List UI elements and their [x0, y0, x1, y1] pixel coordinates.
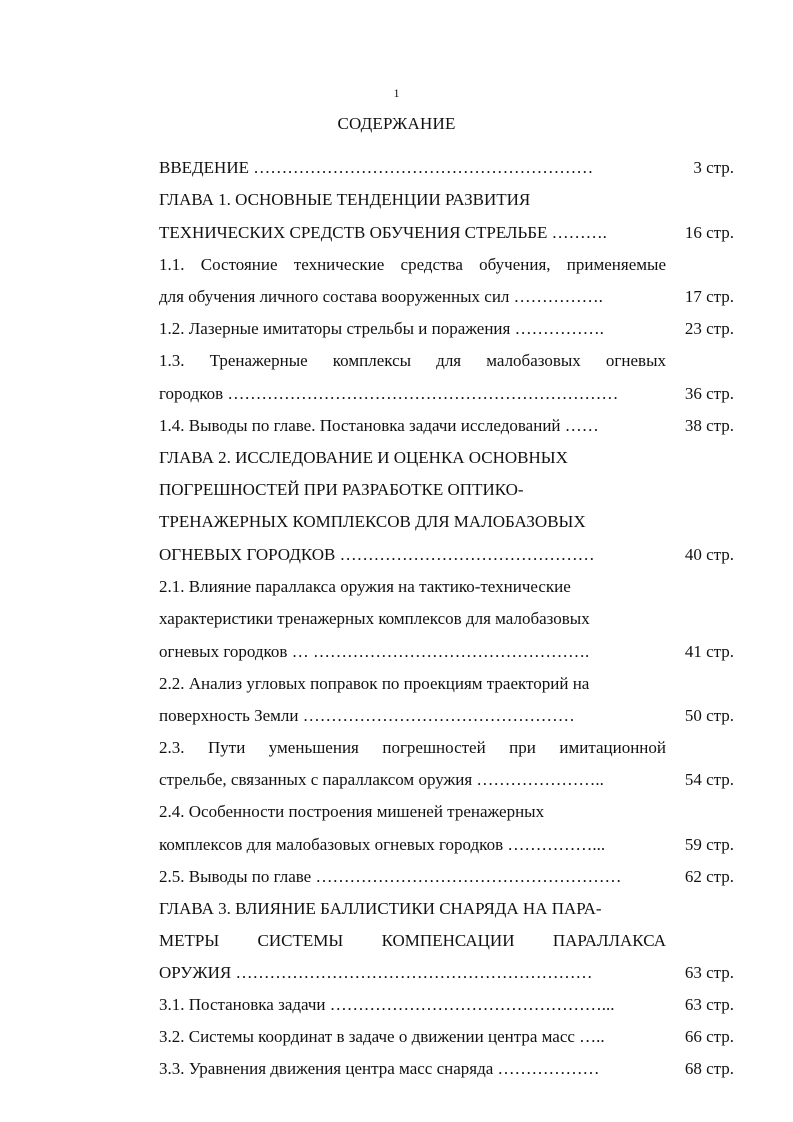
toc-line: ГЛАВА 1. ОСНОВНЫЕ ТЕНДЕНЦИИ РАЗВИТИЯ — [159, 190, 531, 209]
toc-line: ОГНЕВЫХ ГОРОДКОВ ……………………………………… — [159, 545, 595, 564]
toc-line: 3.1. Постановка задачи …………………………………………... — [159, 995, 615, 1014]
toc-line: ОРУЖИЯ ……………………………………………………… — [159, 963, 593, 982]
toc-line: ТЕХНИЧЕСКИХ СРЕДСТВ ОБУЧЕНИЯ СТРЕЛЬБЕ ………. — [159, 223, 607, 242]
toc-page: 50 стр. — [684, 706, 734, 725]
toc-page: 40 стр. — [684, 545, 734, 564]
toc-page: 54 стр. — [684, 770, 734, 789]
toc-page: 36 стр. — [684, 384, 734, 403]
toc-line: огневых городков … …………………………………………. — [159, 642, 590, 661]
toc-line: ГЛАВА 2. ИССЛЕДОВАНИЕ И ОЦЕНКА ОСНОВНЫХ — [159, 448, 568, 467]
toc-page: 62 стр. — [684, 867, 734, 886]
toc-line: характеристики тренажерных комплексов для малобазовых — [159, 609, 590, 628]
toc-page: 16 стр. — [684, 223, 734, 242]
toc-line: стрельбе, связанных с параллаксом оружия ………………….. — [159, 770, 604, 789]
toc-line: 2.2. Анализ угловых поправок по проекциям траекторий на — [159, 674, 590, 693]
toc-line: ГЛАВА 3. ВЛИЯНИЕ БАЛЛИСТИКИ СНАРЯДА НА ПАРА- — [159, 899, 602, 918]
toc-line: городков …………………………………………………………… — [159, 384, 619, 403]
toc-line: 3.2. Системы координат в задаче о движении центра масс ….. — [159, 1027, 605, 1046]
toc-page: 66 стр. — [684, 1027, 734, 1046]
toc-line: 1.4. Выводы по главе. Постановка задачи исследований …… — [159, 416, 599, 435]
toc-line: ВВЕДЕНИЕ …………………………………………………… — [159, 158, 594, 177]
toc-line: для обучения личного состава вооруженных сил ……………. — [159, 287, 603, 306]
toc-line: поверхность Земли ………………………………………… — [159, 706, 575, 725]
toc-page: 63 стр. — [684, 995, 734, 1014]
toc-page: 41 стр. — [684, 642, 734, 661]
toc-line: 2.1. Влияние параллакса оружия на тактико-технические — [159, 577, 571, 596]
toc-line: ТРЕНАЖЕРНЫХ КОМПЛЕКСОВ ДЛЯ МАЛОБАЗОВЫХ — [159, 512, 586, 531]
toc-line: 1.1. Состояние технические средства обучения, применяемые — [159, 255, 666, 274]
toc-page: 17 стр. — [684, 287, 734, 306]
toc-page: 63 стр. — [684, 963, 734, 982]
toc-line: 2.5. Выводы по главе ……………………………………………… — [159, 867, 622, 886]
toc-page: 3 стр. — [693, 158, 734, 177]
toc-line: МЕТРЫ СИСТЕМЫ КОМПЕНСАЦИИ ПАРАЛЛАКСА — [159, 931, 666, 950]
toc-page: 38 стр. — [684, 416, 734, 435]
toc-line: 2.3. Пути уменьшения погрешностей при имитационной — [159, 738, 666, 757]
toc-line: 3.3. Уравнения движения центра масс снаряда ……………… — [159, 1059, 600, 1078]
page-title: СОДЕРЖАНИЕ — [337, 114, 456, 133]
toc-line: 2.4. Особенности построения мишеней тренажерных — [159, 802, 545, 821]
toc-page: 23 стр. — [684, 319, 734, 338]
toc-line: 1.3. Тренажерные комплексы для малобазовых огневых — [159, 351, 666, 370]
toc-line: комплексов для малобазовых огневых городков ……………... — [159, 835, 606, 854]
toc-page: 68 стр. — [684, 1059, 734, 1078]
toc-line: 1.2. Лазерные имитаторы стрельбы и поражения ……………. — [159, 319, 604, 338]
toc-line: ПОГРЕШНОСТЕЙ ПРИ РАЗРАБОТКЕ ОПТИКО- — [159, 480, 524, 499]
toc-page: 59 стр. — [684, 835, 734, 854]
page-number: 1 — [393, 86, 400, 100]
